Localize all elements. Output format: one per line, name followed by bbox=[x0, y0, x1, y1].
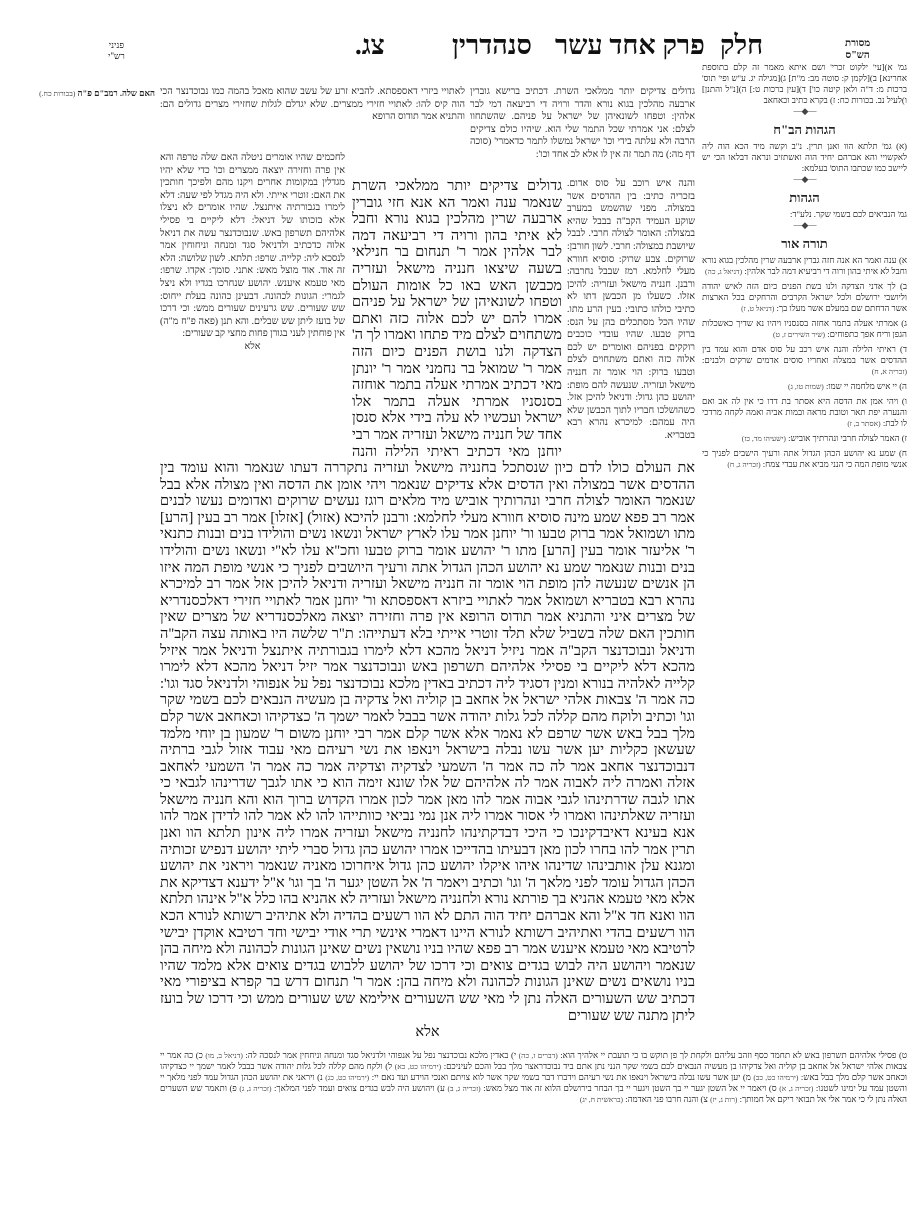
header-left-label-line2: רש"י bbox=[108, 51, 125, 61]
rashi-top: גדולים צדיקים יותר ממלאכי השרת. דכתיב ברישא גוברין ארבעה מהלכין בגוא נורא והדר ורויה די רביעאה דמי לבר אלהין: וטפחו לשונאיהן של ישראל על פניהם. שהשתחוו לצלם: אני אמרתי שכל התמר שלי הוא. שיהיו כולם צדיקים הרבה ולא עלתה בידי וכו' ישראל נמשלו לתמר כדאמרי' (סוכה דף מה:) מה תמר זה אין לו אלא לב אחד וכו': bbox=[470, 86, 695, 160]
verse bbox=[702, 433, 907, 444]
ornament-divider: —◆— bbox=[793, 220, 816, 230]
footnotes bbox=[160, 1050, 907, 1190]
footnote bbox=[239, 1083, 445, 1093]
tosafot-top: לאתויי ביזרי דאספסתא. להביא זרע של עשב שהוא מאכל בהמה כמו נבוכדנצר הכי הוה קיס להו: לאתויי חזירי ממצרים. שלא יגדלם לגלות שחזירי מצרים גדולים הם: והתניא אמר תודוס הרופא bbox=[160, 86, 465, 123]
left-margin-note-text: האם שלה. רמב"ם פ"ה bbox=[77, 88, 155, 98]
verse-text: ו) ויהי אמן את הדסה היא אסתר בת דדו כי אין לה אב ואם והנערה יפת תאר וטובת מראה ובמות אביה ואמה לקחה מרדכי לו לבת: bbox=[702, 396, 907, 428]
footnote-text: כ) כה אמר יי צבאות אלהי ישראל אל אחאב בן קוליה ואל צדקיהו בן מעשיה הנבאים לכם בשמי שקר הנני נתן אתם ביד נבוכדראצר מלך בבל והכם לעיניכם: bbox=[160, 1050, 907, 1071]
footnote-text: ע) ויהושע היה לבש בגדים צואים ועמד לפני המלאך: bbox=[274, 1083, 445, 1093]
bach-notes: (א) גמ' תלתא הוו ואנן תרין. נ"ב וקשה מיד הכא הוה ליה לאקשויי והא אברהם יחיד הוה ואשתזיב ונראה דבלאו הכי יש ליישב כמו שכתבו התוס' בעלמא: bbox=[702, 141, 907, 173]
footnote-text: ל) ולקח מהם קללה לכל גלות יהודה אשר בבבל לאמר ישמך יי כצדקיהו וכאחב אשר קלם מלך בבל באש: bbox=[160, 1061, 907, 1082]
verse bbox=[702, 448, 907, 470]
verse bbox=[702, 381, 907, 392]
left-margin-note bbox=[20, 88, 155, 118]
footnote-text: מ) יען אשר עשו נבלה בישראל וינאפו את נשי רעיהם וידברו דבר בשמי שקר אשר לוא צויתם ואנכי הוידע ועד נאם יי: bbox=[371, 1072, 751, 1082]
tosafot-column-text: לחכמים שהיו אומרים ניטלה האם שלה טרפה והא אין פרה וחזירה יוצאה ממצרים וכו' כדי שלא יהיו מגדלין במקומות אחרים ויקנו מהם ולפיכך חותכין את האם: זוטרי אייתי. ולא היה מגדל לפי שעה: דלא לימרו בגבורתיה איתנצל. שהיו אומרים לא ניצלו אלא בזכותו של דניאל: דלא ליקיים בי פסילי אלהיהם תשרפון באש. שנבוכדנצר עשה את דניאל אלוה כדכתיב ולדניאל סגד ומנחה וניחוחין אמר לנסכא ליה: קלייה. שרפו: תלתא. לשון שלושה: הלא זה אוד. אוד מוצל מאש: אתני. סומך: אקדו. שרפו: מאי טעמא איענש. יהושע שנחרכו בגדיו ולא ניצל לגמרי: הגונות לכהונה. דבעינן כהונה בעלת ייחוס: שש שעורים. שש גרעינים שעורים ממש: וכי דרכו של בועז ליתן שש שבלים. והא תנן (פאה פ"ח מ"ה) אין פוחתין לעני בגורן פחות מחצי קב שעורים: bbox=[160, 152, 345, 340]
footnote-ref: (ירמיהו כט, כא) bbox=[394, 1062, 442, 1071]
tractate-name: סנהדרין bbox=[452, 30, 532, 60]
haggahot-title: הגהות bbox=[789, 190, 820, 205]
gemara-main-text: את העולם כולו לדם כיון שנסתכל בחנניה מישאל ועזריה נתקררה דעתו שנאמר והוא עומד בין ההדסים אשר במצולה ואין הדסים אלא צדיקים שנאמר ויהי אומן את הדסה ואין מצולה אלא בבל שנאמר האומר לצולה חרבי ונהרותיך אוביש מיד מלאים רוגז נעשים שרוקים ואדומים נעשו לבנים אמר רב פפא שמע מינה סוסיא חוורא מעלי לחלמא: ורבנן להיכא (אזול) [אזלו] אמר רב בעין [הרע] מתו ושמואל אמר ברוק טבעו ור' יוחנן אמר עלו לארץ ישראל ונשאו נשים והולידו בנים ובנות כתנאי ר' אליעזר אומר בעין [הרע] מתו ר' יהושע אומר ברוק טבעו וחכ"א עלו לא"י ונשאו נשים והולידו בנים ובנות שנאמר שמע נא יהושע הכהן הגדול אתה ורעיך היושבים לפניך כי אנשי מופת המה איזו הן אנשים שנעשה להן מופת הוי אומר זה חנניה מישאל ועזריה ודניאל להיכן אזל אמר רב למיכרא נהרא רבא בטבריא ושמואל אמר לאתויי ביזרא דאספסתא ור' יוחנן אמר לאתויי חזירי דאלכסנדריא של מצרים איני והתניא אמר תודוס הרופא אין פרה וחזירה יוצאה מאלכסנדריא של מצרים שאין חותכין האם שלה בשביל שלא תלד זוטרי אייתי בלא דעתייהו: ת"ר שלשה היו באותה עצה הקב"ה ודניאל ונבוכדנצר הקב"ה אמר ניזיל דניאל מהכא דלא לימרו בגבורתיה איתנצל ודניאל אמר איזיל מהכא דלא ליקיים בי פסילי אלהיהם תשרפון באש ונבוכדנצר אמר יזיל דניאל מהכא דלא לימרו קלייה לאלהיה בנורא ומנין דסגיד ליה דכתיב באדין מלכא נבוכדנצר נפל על אנפוהי ולדניאל סגד וגו': כה אמר ה' צבאות אלהי ישראל אל אחאב בן קוליה ואל צדקיה בן מעשיה הנבאים לכם בשמי שקר וגו' וכתיב ולוקח מהם קללה לכל גלות יהודה אשר בבבל לאמר ישמך ה' כצדקיהו וכאחאב אשר קלם מלך בבל באש אשר שרפם לא נאמר אלא אשר קלם אמר רבי יוחנן משום ר' שמעון בן יוחי מלמד שעשאן כקליות יען אשר עשו נבלה בישראל וינאפו את נשי רעיהם מאי עבוד אזול לגבי ברתיה דנבוכדנצר אחאב אמר לה כה אמר ה' השמעי לצדקיה וצדקיה אמר כה אמר ה' השמעי לאחאב אזלה ואמרה ליה לאבוה אמר לה אלהיהם של אלו שונא זימה הוא כי אתו לגבך שדרינהו לגבאי כי אתו לגבה שדרתינהו לגבי אבוה אמר להו מאן אמר לכון אמרו הקדוש ברוך הוא והא חנניה מישאל ועזריה שאלתינהו ואמרו לי אסור אמרו ליה אנן נמי נביאי כוותייהו להו לא אמר להו לדידן אמר להו אנא בעינא דאיבדקינכו כי היכי דבדקתינהו לחנניה מישאל ועזריה אמרו ליה אינון תלתא הוו ואנן תרין אמר להו בחרו לכון מאן דבעיתו בהדייכו אמרו יהושע כהן גדול סברי ליתי יהושע דנפיש זכותיה ומגנא עלן אותבינהו שדינהו איהו איקלו יהושע כהן גדול איחרוכו מאניה שנאמר ויראני את יהושע הכהן הגדול עומד לפני מלאך ה' וגו' וכתיב ויאמר ה' אל השטן יגער ה' בך וגו' א"ל ידענא דצדיקא את אלא מאי טעמא אהניא בך פורתא נורא ולחנניה מישאל ועזריה לא אהניא בהו כלל א"ל אינהו תלתא הוו ואנא חד א"ל והא אברהם יחיד הוה התם לא הוו רשעים בהדיה ולא אתיהיב רשותא לנורא הכא הוו רשעים בהדי ואתיהיב רשותא לנורא היינו דאמרי אינשי תרי אודי יבישי וחד רטיבא אוקדן יבישי לרטיבא מאי טעמא איענש אמר רב פפא שהיו בניו נושאין נשים שאינן הגונות לכהונה ולא מיחה בהן שנאמר ויהושע היה לבוש בגדים צואים וכי דרכו של יהושע ללבוש בגדים צואים אלא מלמד שהיו בניו נושאים נשים שאינן הגונות לכהונה ולא מיחה בהן: אמר ר' תנחום דרש בר קפרא בציפורי מאי דכתיב שש השעורים האלה נתן לי מאי שש השעורים אילימא שש שעורים ממש וכי דרכו של בועז ליתן מתנה שש שעורים bbox=[160, 460, 695, 1024]
chapter-name: פרק אחד עשר bbox=[555, 30, 705, 60]
tosafot-column bbox=[160, 152, 345, 452]
tosafot-end-word: אלא bbox=[244, 340, 261, 352]
header-left-label bbox=[108, 40, 125, 62]
left-margin-note-ref: (בכורות כח.) bbox=[39, 89, 76, 98]
footnote-text: צ) והנה חרבו פני האדמה: bbox=[625, 1094, 708, 1104]
header-right-label bbox=[845, 38, 870, 62]
footnote-ref: (דברים ז, כה) bbox=[518, 1051, 558, 1060]
footnote-text: י) באדין מלכא נבוכדנצר נפל על אנפוהי ולדניאל סגד ומנחה וניחחין אמר לנסכה לה: bbox=[245, 1050, 517, 1060]
verse-text: ה) יי איש מלחמה יי שמו: bbox=[825, 381, 907, 391]
verse bbox=[702, 396, 907, 429]
folio-number: צג. bbox=[355, 30, 385, 60]
bach-title: הגהות הב"ח bbox=[773, 122, 836, 137]
footnote-ref: (רות ג, יז) bbox=[710, 1095, 738, 1104]
footnote bbox=[580, 1094, 708, 1104]
verse bbox=[702, 255, 907, 277]
haggahot-notes: גמ' הנביאים לכם בשמי שקר. נלע"ד: bbox=[789, 209, 907, 219]
rashi-column: והנה איש רוכב על סוס אדום. בזכריה כתיב: בין ההדסים אשר במצולה. מפני שהשמש במערב שוקע העמיד הקב"ה בבבל שהיא במצולה: האומר לצולה חרבי. לבבל שיושבת במצולה: חרבי. לשון חורבן: שרוקים. צבע שרוק: סוסיא חוורא מעלי לחלמא. רמז שבבל נחרבה: ורבנן. חנניה מישאל ועזריה: להיכן אזלו. כשעלו מן הכבשן דתו לא כתיבי כולהו כתובי: בעין הרע מתו. שהיו הכל מסתכלים בהן על הנס: ברוק טבעו. שהיו עובדי כוכבים רוקקים בפניהם ואומרים יש לכם אלוה כזה ואתם משתחוים לצלם וטבעו ברוק: הוי אומר זה חנניה מישאל ועזריה. שנעשה להם מופת: יהושע כהן גדול: ודניאל להיכן אזל. כשהושלכו חבריו לתוך הכבשן שלא היה עמהם: למיכרא נהרא רבא בטבריא. bbox=[567, 178, 695, 441]
footnote-text: נ) ויראני את יהושע הכהן הגדול עמד לפני מלאך יי והשטן עמד על ימינו לשטנו: bbox=[160, 1072, 907, 1093]
right-margin bbox=[702, 62, 907, 1047]
verse-ref: (זכריה ג, ח) bbox=[727, 460, 761, 469]
verse-text: ז) האמר לצולה חרבי ונהרתיך אוביש: bbox=[788, 433, 907, 443]
header-right-label-line2: הש"ס bbox=[845, 50, 870, 61]
gemara-end-word: אלא bbox=[415, 1024, 440, 1041]
verse-ref: (ישעיהו מד, כז) bbox=[741, 434, 786, 443]
verse-text: א) ענה ואמר הא אנה חזה גברין ארבעה שרין מהלכין בגוא נורא וחבל לא איתי בהון ורוה די רביעיא דמה לבר אלהין: bbox=[702, 255, 907, 276]
footnote bbox=[205, 1050, 516, 1060]
chapter-word: חלק bbox=[720, 30, 764, 60]
verse-ref: (דניאל ט, ז) bbox=[741, 304, 775, 313]
verse-ref: (דניאל ג, כה) bbox=[705, 267, 743, 276]
verse-ref: (שמות טו, ג) bbox=[787, 382, 824, 391]
footnote-ref: (זכריה ג, ג) bbox=[239, 1084, 272, 1093]
footnote bbox=[447, 1083, 776, 1093]
masoret-hashas-notes: גמ' א)[עי' ילקוט זכרי' ושם איתא מאמר זה קלם בתוספת אחרינא] ב)[לקמן ק: סוטה מב: מ"ת] ג)[מגילה יג. ע"ש ופי' תוס' ברכות מ: ד"ה ולאן קיטה כו'] ד)[עין ברכות ט:] ה)[נ"ל והתנן] ו)לעיל נב. בכורות כח: ז) בקרא כתיב וכאחאב bbox=[702, 62, 907, 105]
verse-text: ח) שמע נא יהושע הכהן הגדול אתה ורעיך הישבים לפניך כי אנשי מופת המה כי הנני מביא את עבדי צמח: bbox=[702, 448, 907, 469]
footnote-ref: (ירמיהו כט, כג) bbox=[325, 1073, 370, 1082]
footnote-ref: (בראשית ח, יג) bbox=[579, 1095, 624, 1104]
ornament-divider: —◆— bbox=[793, 106, 816, 116]
torah-ohr-title: תורה אור bbox=[781, 236, 828, 251]
footnote-text: ס) ויאמר יי אל השטן יגער יי בך השטן ויגער יי בך הבחר בירושלם הלוא זה אוד מצל מאש: bbox=[483, 1083, 777, 1093]
footnote bbox=[325, 1072, 751, 1082]
ornament-divider: —◆— bbox=[793, 174, 816, 184]
verse-ref: (אסתר ב, ז) bbox=[847, 419, 881, 428]
footnote-ref: (ירמיהו כט, כב) bbox=[753, 1073, 799, 1082]
footnote-text: ט) פסילי אלהיהם תשרפון באש לא תחמד כסף וזהב עליהם ולקחת לך פן תוקש בו כי תועבת יי אלהיך הוא: bbox=[560, 1050, 907, 1060]
torah-ohr-verses bbox=[702, 255, 907, 470]
verse-ref: (שיר השירים ז, ט) bbox=[773, 330, 826, 339]
header-left-label-line1: פניני bbox=[108, 40, 125, 50]
footnote-ref: (דניאל ב, מו) bbox=[205, 1051, 243, 1060]
verse-text: ג) אמרתי אעלה בתמר אחזה בסנסניו ויהיו נא שדיך כאשכלות הגפן וריח אפך כתפוחים: bbox=[702, 318, 907, 339]
verse-ref: (זכריה א, ח) bbox=[871, 367, 907, 376]
gemara-main-block bbox=[160, 460, 695, 1045]
verse bbox=[702, 318, 907, 340]
footnote bbox=[519, 1050, 907, 1060]
footnote-ref: (זכריה ג, א) bbox=[779, 1084, 814, 1093]
footnote-ref: (זכריה ג, ב) bbox=[447, 1084, 481, 1093]
verse bbox=[702, 281, 907, 314]
footnote-text: פ) ותאמר שש השערים האלה נתן לי כי אמר אלי אל תבואי ריקם אל חמותך: bbox=[160, 1083, 907, 1104]
verse-text: ד) ראיתי הלילה והנה איש רכב על סוס אדם והוא עמד בין ההדסים אשר במצלה ואחריו סוסים אדמים שרקים ולבנים: bbox=[702, 344, 907, 365]
verse-text: ב) לך אדני הצדקה ולנו בשת הפנים כיום הזה לאיש יהודה וליושבי ירושלם ולכל ישראל הקרבים והרחקים בכל הארצות אשר הדחתם שם במעלם אשר מעלו בך: bbox=[702, 281, 907, 313]
verse bbox=[702, 344, 907, 377]
gemara-top-block: גדולים צדיקים יותר ממלאכי השרת שנאמר ענה ואמר הא אנא חזי גוברין ארבעה שרין מהלכין בגוא נורא וחבל לא איתי בהון ורויה די רביעאה דמה לבר אלהין אמר ר' תנחום בר חנילאי בשעה שיצאו חנניה מישאל ועזריה מכבשן האש באו כל אומות העולם וטפחו לשונאיהן של ישראל על פניהם אמרו להם יש לכם אלוה כזה ואתם משתחוים לצלם מיד פתחו ואמרו לך ה' הצדקה ולנו בושת הפנים כיום הזה אמר ר' שמואל בר נחמני אמר ר' יונתן מאי דכתיב אמרתי אעלה בתמר אוחזה בסנסניו אמרתי אעלה בתמר אלו ישראל ועכשיו לא עלה בידי אלא סנסן אחד של חנניה מישאל ועזריה אמר רבי יוחנן מאי דכתיב ראיתי הלילה והנה bbox=[352, 178, 562, 458]
header-right-label-line1: מסורת bbox=[845, 38, 871, 49]
